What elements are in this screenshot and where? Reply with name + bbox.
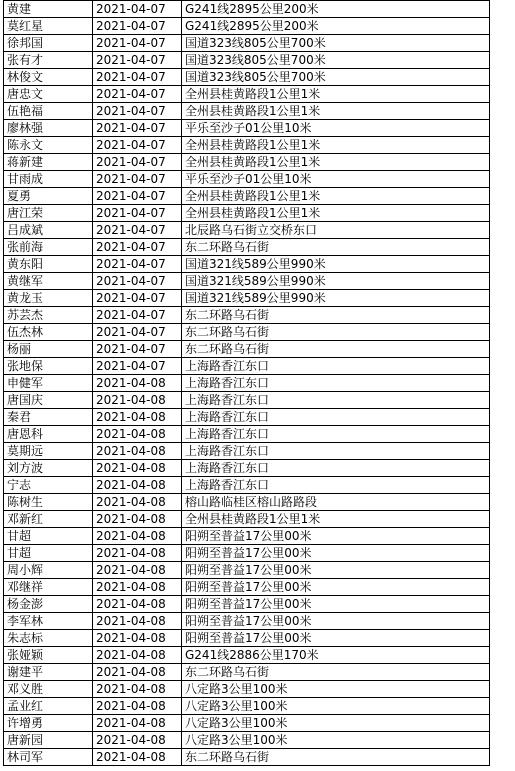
location-cell[interactable]: 东二环路乌石街	[182, 749, 490, 766]
table-row	[4, 664, 490, 681]
location-cell[interactable]: 东二环路乌石街	[182, 341, 490, 358]
date-cell[interactable]: 2021-04-07	[93, 137, 182, 154]
date-cell[interactable]: 2021-04-08	[93, 375, 182, 392]
location-cell[interactable]: 阳朔至普益17公里00米	[182, 596, 490, 613]
table-row	[4, 647, 490, 664]
name-cell[interactable]: 黄东阳	[4, 256, 93, 273]
name-cell[interactable]: 林俊文	[4, 69, 93, 86]
date-cell[interactable]: 2021-04-08	[93, 409, 182, 426]
location-cell[interactable]: 上海路香江东口	[182, 409, 490, 426]
date-cell[interactable]: 2021-04-08	[93, 579, 182, 596]
location-cell[interactable]: 上海路香江东口	[182, 358, 490, 375]
name-cell[interactable]: 甘超	[4, 545, 93, 562]
location-cell[interactable]: 全州县桂黄路段1公里1米	[182, 154, 490, 171]
date-cell[interactable]: 2021-04-07	[93, 103, 182, 120]
table-row	[4, 86, 490, 103]
table-row	[4, 443, 490, 460]
date-cell[interactable]: 2021-04-08	[93, 460, 182, 477]
name-cell[interactable]: 陈永文	[4, 137, 93, 154]
name-cell[interactable]: 谢建平	[4, 664, 93, 681]
table-row	[4, 494, 490, 511]
location-cell[interactable]: 国道323线805公里700米	[182, 69, 490, 86]
name-cell[interactable]: 唐国庆	[4, 392, 93, 409]
location-cell[interactable]: 全州县桂黄路段1公里1米	[182, 103, 490, 120]
table-row	[4, 239, 490, 256]
date-cell[interactable]: 2021-04-07	[93, 358, 182, 375]
date-cell[interactable]: 2021-04-07	[93, 18, 182, 35]
date-cell[interactable]: 2021-04-07	[93, 52, 182, 69]
name-cell[interactable]: 黄龙玉	[4, 290, 93, 307]
table-row	[4, 358, 490, 375]
name-cell[interactable]: 李军林	[4, 613, 93, 630]
location-cell[interactable]: G241线2895公里200米	[182, 1, 490, 18]
table-row	[4, 579, 490, 596]
table-row	[4, 749, 490, 766]
record-table-body	[4, 1, 490, 766]
date-cell[interactable]: 2021-04-08	[93, 494, 182, 511]
location-cell[interactable]: 北辰路乌石街立交桥东口	[182, 222, 490, 239]
date-cell[interactable]: 2021-04-08	[93, 545, 182, 562]
date-cell[interactable]: 2021-04-08	[93, 749, 182, 766]
date-cell[interactable]: 2021-04-07	[93, 324, 182, 341]
date-cell[interactable]: 2021-04-08	[93, 664, 182, 681]
table-row	[4, 545, 490, 562]
location-cell[interactable]: 榕山路临桂区榕山路路段	[182, 494, 490, 511]
date-cell[interactable]: 2021-04-07	[93, 1, 182, 18]
date-cell[interactable]: 2021-04-07	[93, 222, 182, 239]
table-row	[4, 222, 490, 239]
name-cell[interactable]: 张前海	[4, 239, 93, 256]
name-cell[interactable]: 杨丽	[4, 341, 93, 358]
location-cell[interactable]: 上海路香江东口	[182, 392, 490, 409]
name-cell[interactable]: 黄继军	[4, 273, 93, 290]
table-row	[4, 188, 490, 205]
location-cell[interactable]: 阳朔至普益17公里00米	[182, 613, 490, 630]
date-cell[interactable]: 2021-04-08	[93, 613, 182, 630]
table-row	[4, 511, 490, 528]
name-cell[interactable]: 张地保	[4, 358, 93, 375]
name-cell[interactable]: 唐新园	[4, 732, 93, 749]
date-cell[interactable]: 2021-04-07	[93, 188, 182, 205]
name-cell[interactable]: 甘超	[4, 528, 93, 545]
name-cell[interactable]: 孟业红	[4, 698, 93, 715]
date-cell[interactable]: 2021-04-08	[93, 511, 182, 528]
table-row	[4, 341, 490, 358]
name-cell[interactable]: 唐恩科	[4, 426, 93, 443]
location-cell[interactable]: 平乐至沙子01公里10米	[182, 120, 490, 137]
location-cell[interactable]: 国道321线589公里990米	[182, 256, 490, 273]
name-cell[interactable]: 徐邦国	[4, 35, 93, 52]
location-cell[interactable]: 阳朔至普益17公里00米	[182, 630, 490, 647]
table-row	[4, 477, 490, 494]
location-cell[interactable]: 全州县桂黄路段1公里1米	[182, 511, 490, 528]
name-cell[interactable]: 宁志	[4, 477, 93, 494]
date-cell[interactable]: 2021-04-08	[93, 392, 182, 409]
table-row	[4, 103, 490, 120]
table-row	[4, 137, 490, 154]
table-row	[4, 307, 490, 324]
record-table	[3, 0, 490, 766]
location-cell[interactable]: 东二环路乌石街	[182, 664, 490, 681]
date-cell[interactable]: 2021-04-07	[93, 205, 182, 222]
name-cell[interactable]: 朱志标	[4, 630, 93, 647]
location-cell[interactable]: 上海路香江东口	[182, 443, 490, 460]
name-cell[interactable]: 张娅颖	[4, 647, 93, 664]
table-row	[4, 18, 490, 35]
name-cell[interactable]: 夏勇	[4, 188, 93, 205]
location-cell[interactable]: 阳朔至普益17公里00米	[182, 528, 490, 545]
name-cell[interactable]: 苏芸杰	[4, 307, 93, 324]
table-row	[4, 171, 490, 188]
date-cell[interactable]: 2021-04-07	[93, 273, 182, 290]
date-cell[interactable]: 2021-04-08	[93, 715, 182, 732]
name-cell[interactable]: 伍艳福	[4, 103, 93, 120]
table-row	[4, 35, 490, 52]
name-cell[interactable]: 邓义胜	[4, 681, 93, 698]
name-cell[interactable]: 黄建	[4, 1, 93, 18]
table-row	[4, 596, 490, 613]
location-cell[interactable]: 八定路3公里100米	[182, 698, 490, 715]
name-cell[interactable]: 甘雨成	[4, 171, 93, 188]
location-cell[interactable]: G241线2895公里200米	[182, 18, 490, 35]
table-row	[4, 120, 490, 137]
date-cell[interactable]: 2021-04-08	[93, 477, 182, 494]
name-cell[interactable]: 莫期远	[4, 443, 93, 460]
name-cell[interactable]: 林司军	[4, 749, 93, 766]
date-cell[interactable]: 2021-04-08	[93, 426, 182, 443]
date-cell[interactable]: 2021-04-07	[93, 239, 182, 256]
table-row	[4, 460, 490, 477]
name-cell[interactable]: 杨金澎	[4, 596, 93, 613]
date-cell[interactable]: 2021-04-08	[93, 732, 182, 749]
name-cell[interactable]: 蒋新建	[4, 154, 93, 171]
date-cell[interactable]: 2021-04-07	[93, 69, 182, 86]
location-cell[interactable]: 阳朔至普益17公里00米	[182, 545, 490, 562]
location-cell[interactable]: 八定路3公里100米	[182, 715, 490, 732]
date-cell[interactable]: 2021-04-08	[93, 681, 182, 698]
name-cell[interactable]: 张有才	[4, 52, 93, 69]
location-cell[interactable]: 平乐至沙子01公里10米	[182, 171, 490, 188]
location-cell[interactable]: 国道321线589公里990米	[182, 273, 490, 290]
date-cell[interactable]: 2021-04-08	[93, 698, 182, 715]
table-row	[4, 409, 490, 426]
location-cell[interactable]: 上海路香江东口	[182, 477, 490, 494]
date-cell[interactable]: 2021-04-08	[93, 562, 182, 579]
name-cell[interactable]: 伍杰林	[4, 324, 93, 341]
name-cell[interactable]: 申健军	[4, 375, 93, 392]
date-cell[interactable]: 2021-04-08	[93, 528, 182, 545]
date-cell[interactable]: 2021-04-07	[93, 307, 182, 324]
location-cell[interactable]: 国道323线805公里700米	[182, 52, 490, 69]
date-cell[interactable]: 2021-04-07	[93, 86, 182, 103]
location-cell[interactable]: 阳朔至普益17公里00米	[182, 562, 490, 579]
table-row	[4, 52, 490, 69]
location-cell[interactable]: 东二环路乌石街	[182, 239, 490, 256]
location-cell[interactable]: 东二环路乌石街	[182, 307, 490, 324]
table-row	[4, 69, 490, 86]
name-cell[interactable]: 邓新红	[4, 511, 93, 528]
location-cell[interactable]: 东二环路乌石街	[182, 324, 490, 341]
location-cell[interactable]: G241线2886公里170米	[182, 647, 490, 664]
date-cell[interactable]: 2021-04-08	[93, 443, 182, 460]
date-cell[interactable]: 2021-04-08	[93, 630, 182, 647]
date-cell[interactable]: 2021-04-08	[93, 596, 182, 613]
name-cell[interactable]: 唐忠文	[4, 86, 93, 103]
location-cell[interactable]: 全州县桂黄路段1公里1米	[182, 188, 490, 205]
name-cell[interactable]: 许增勇	[4, 715, 93, 732]
location-cell[interactable]: 国道323线805公里700米	[182, 35, 490, 52]
table-row	[4, 290, 490, 307]
date-cell[interactable]: 2021-04-07	[93, 171, 182, 188]
date-cell[interactable]: 2021-04-07	[93, 120, 182, 137]
table-row	[4, 1, 490, 18]
location-cell[interactable]: 全州县桂黄路段1公里1米	[182, 205, 490, 222]
name-cell[interactable]: 吕成斌	[4, 222, 93, 239]
table-row	[4, 324, 490, 341]
name-cell[interactable]: 周小辉	[4, 562, 93, 579]
location-cell[interactable]: 上海路香江东口	[182, 426, 490, 443]
name-cell[interactable]: 邓继祥	[4, 579, 93, 596]
name-cell[interactable]: 莫红星	[4, 18, 93, 35]
table-row	[4, 528, 490, 545]
table-row	[4, 630, 490, 647]
location-cell[interactable]: 全州县桂黄路段1公里1米	[182, 86, 490, 103]
table-row	[4, 375, 490, 392]
name-cell[interactable]: 刘方波	[4, 460, 93, 477]
date-cell[interactable]: 2021-04-07	[93, 341, 182, 358]
table-row	[4, 256, 490, 273]
table-row	[4, 562, 490, 579]
date-cell[interactable]: 2021-04-07	[93, 290, 182, 307]
table-row	[4, 681, 490, 698]
name-cell[interactable]: 唐江荣	[4, 205, 93, 222]
location-cell[interactable]: 全州县桂黄路段1公里1米	[182, 137, 490, 154]
name-cell[interactable]: 秦君	[4, 409, 93, 426]
location-cell[interactable]: 八定路3公里100米	[182, 681, 490, 698]
table-row	[4, 732, 490, 749]
table-row	[4, 715, 490, 732]
table-row	[4, 392, 490, 409]
date-cell[interactable]: 2021-04-07	[93, 154, 182, 171]
table-row	[4, 273, 490, 290]
name-cell[interactable]: 陈树生	[4, 494, 93, 511]
location-cell[interactable]: 上海路香江东口	[182, 375, 490, 392]
location-cell[interactable]: 上海路香江东口	[182, 460, 490, 477]
table-row	[4, 698, 490, 715]
table-row	[4, 154, 490, 171]
date-cell[interactable]: 2021-04-07	[93, 35, 182, 52]
location-cell[interactable]: 国道321线589公里990米	[182, 290, 490, 307]
date-cell[interactable]: 2021-04-07	[93, 256, 182, 273]
name-cell[interactable]: 廖林强	[4, 120, 93, 137]
date-cell[interactable]: 2021-04-08	[93, 647, 182, 664]
location-cell[interactable]: 八定路3公里100米	[182, 732, 490, 749]
table-row	[4, 205, 490, 222]
location-cell[interactable]: 阳朔至普益17公里00米	[182, 579, 490, 596]
table-row	[4, 613, 490, 630]
table-row	[4, 426, 490, 443]
